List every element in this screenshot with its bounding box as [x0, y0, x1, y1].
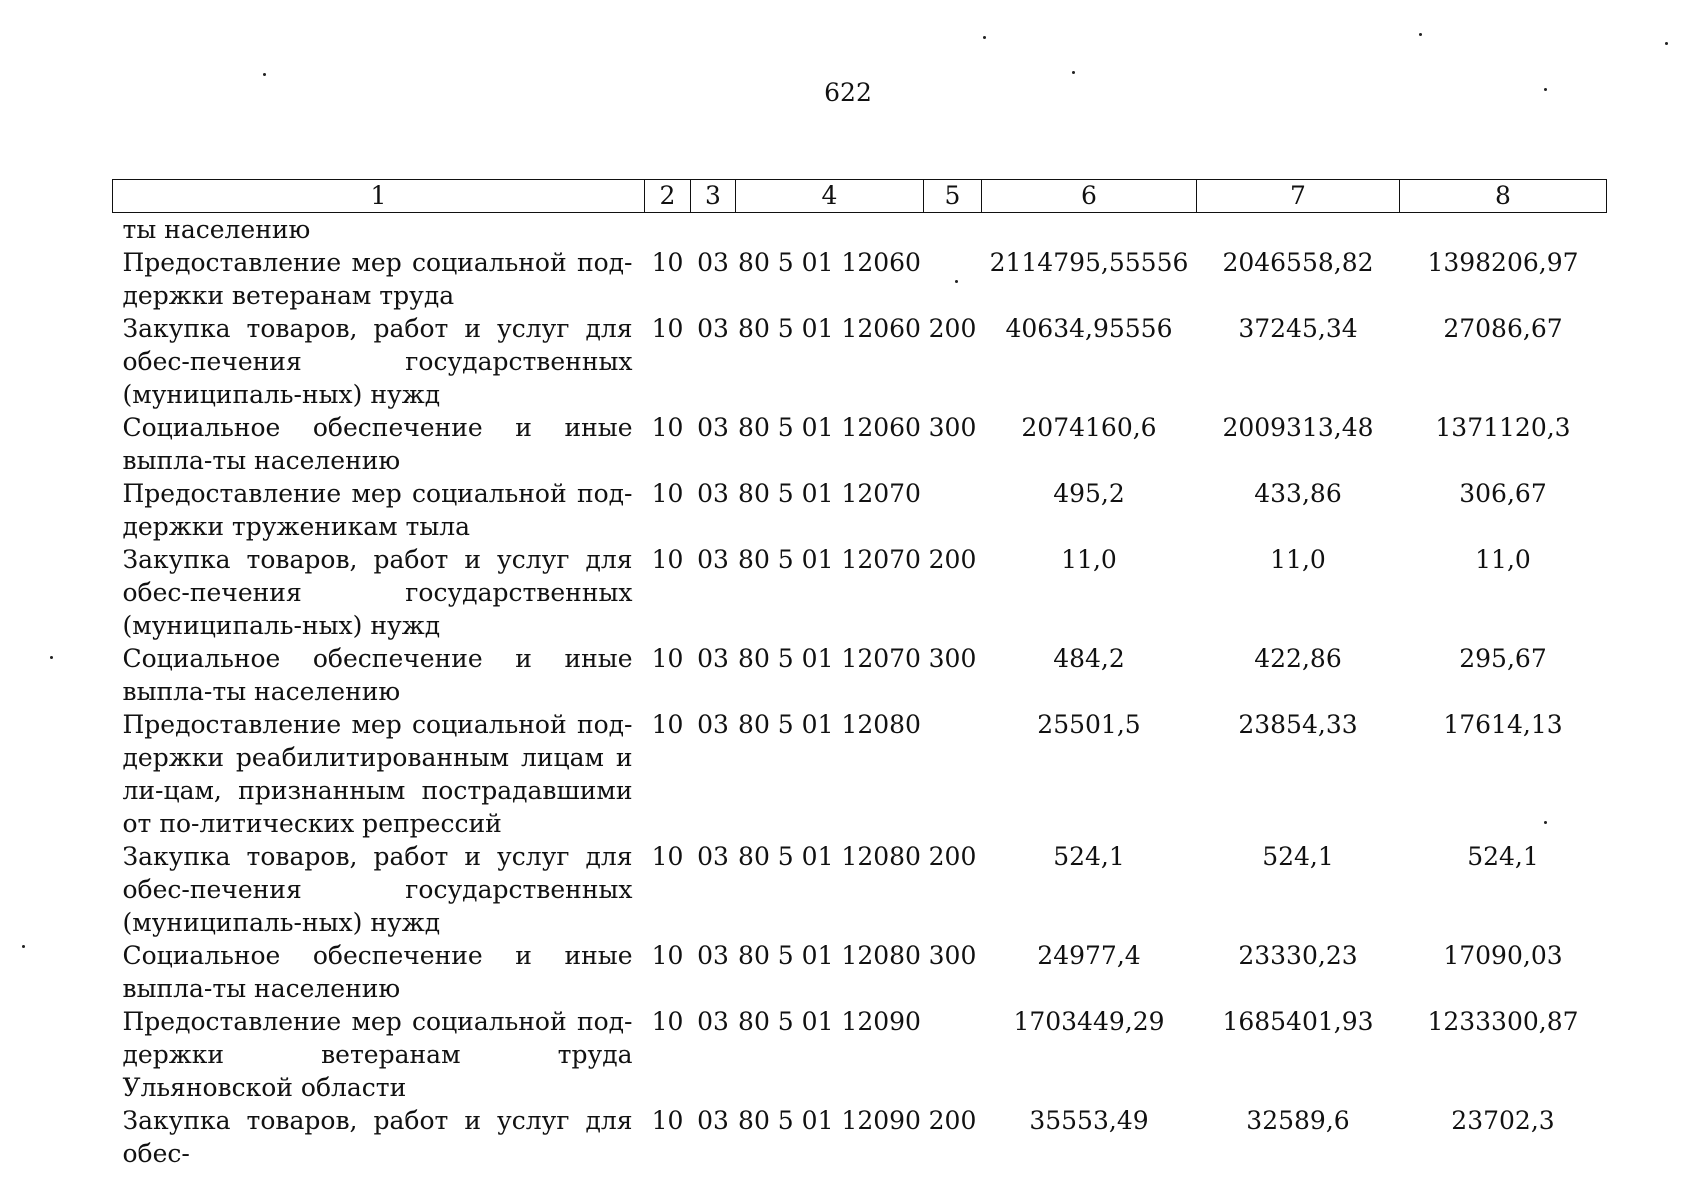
amount-col-7: 2046558,82 — [1222, 248, 1374, 277]
section-code: 10 — [651, 710, 684, 739]
row-name: Закупка товаров, работ и услуг для обес-печения государственных (муниципаль-ных) нужд — [122, 842, 633, 937]
target-code: 80 5 01 12060 — [738, 413, 921, 442]
section-code: 10 — [651, 545, 684, 574]
section-code: 10 — [651, 248, 684, 277]
table-row — [113, 1005, 1607, 1104]
row-name: Социальное обеспечение и иные выпла-ты населению — [122, 413, 633, 475]
row-name: Закупка товаров, работ и услуг для обес-печения государственных (муниципаль-ных) нужд — [122, 545, 633, 640]
subsection-code: 03 — [697, 941, 729, 970]
table-row — [113, 477, 1607, 543]
expense-type-code — [924, 246, 982, 312]
section-code: 10 — [651, 1007, 684, 1036]
section-code — [645, 213, 691, 247]
amount-col-6: 25501,5 — [1037, 710, 1141, 739]
amount-col-8: 17614,13 — [1443, 710, 1563, 739]
subsection-code: 03 — [697, 545, 729, 574]
scan-speck — [1665, 42, 1668, 45]
row-name: Социальное обеспечение и иные выпла-ты населению — [122, 644, 633, 706]
table-row — [113, 1104, 1607, 1170]
amount-col-8: 1233300,87 — [1427, 1007, 1579, 1036]
amount-col-8: 27086,67 — [1443, 314, 1563, 343]
amount-col-7: 1685401,93 — [1222, 1007, 1374, 1036]
amount-col-6: 1703449,29 — [1013, 1007, 1165, 1036]
amount-col-7: 11,0 — [1270, 545, 1326, 574]
table-header — [113, 180, 1607, 213]
subsection-code: 03 — [697, 248, 729, 277]
amount-col-6: 2114795,55556 — [989, 248, 1189, 277]
row-name: Закупка товаров, работ и услуг для обес- — [122, 1106, 633, 1168]
column-header-8: 8 — [1400, 180, 1607, 213]
column-header-3: 3 — [691, 180, 736, 213]
table-row — [113, 708, 1607, 840]
amount-col-8 — [1400, 213, 1607, 247]
column-header-5: 5 — [924, 180, 982, 213]
amount-col-7: 524,1 — [1262, 842, 1334, 871]
column-header-1: 1 — [113, 180, 645, 213]
row-name: Предоставление мер социальной под-держки реабилитированным лицам и ли-цам, признанным пострадавшими от по-литических репрессий — [122, 710, 633, 838]
expense-type-code: 200 — [928, 545, 977, 574]
amount-col-6 — [982, 213, 1197, 247]
amount-col-7: 2009313,48 — [1222, 413, 1374, 442]
table-row — [113, 543, 1607, 642]
scan-speck — [22, 945, 25, 948]
expense-type-code — [924, 1005, 982, 1104]
section-code: 10 — [651, 479, 684, 508]
amount-col-8: 17090,03 — [1443, 941, 1563, 970]
amount-col-6: 484,2 — [1053, 644, 1125, 673]
scan-speck — [50, 656, 53, 659]
subsection-code: 03 — [697, 413, 729, 442]
table-row — [113, 246, 1607, 312]
table-row — [113, 840, 1607, 939]
header-row — [113, 180, 1607, 213]
section-code: 10 — [651, 1106, 684, 1135]
target-code: 80 5 01 12070 — [738, 545, 921, 574]
expense-type-code: 200 — [928, 842, 977, 871]
amount-col-7: 23330,23 — [1238, 941, 1358, 970]
amount-col-6: 24977,4 — [1037, 941, 1141, 970]
amount-col-7: 433,86 — [1254, 479, 1342, 508]
amount-col-8: 1398206,97 — [1427, 248, 1579, 277]
target-code — [736, 213, 924, 247]
expense-type-code: 300 — [928, 644, 977, 673]
amount-col-6: 11,0 — [1061, 545, 1117, 574]
expense-type-code: 200 — [928, 1106, 977, 1135]
amount-col-8: 524,1 — [1467, 842, 1539, 871]
target-code: 80 5 01 12090 — [738, 1106, 921, 1135]
budget-table — [112, 179, 1607, 1170]
page-number: 622 — [824, 78, 872, 107]
target-code: 80 5 01 12060 — [738, 314, 921, 343]
scan-speck — [263, 73, 266, 76]
row-name: Предоставление мер социальной под-держки труженикам тыла — [122, 479, 633, 541]
subsection-code — [691, 213, 736, 247]
table-row — [113, 939, 1607, 1005]
table-row — [113, 213, 1607, 247]
expense-type-code — [924, 708, 982, 840]
row-name: ты населению — [122, 215, 311, 244]
amount-col-7: 23854,33 — [1238, 710, 1358, 739]
amount-col-8: 23702,3 — [1451, 1106, 1555, 1135]
section-code: 10 — [651, 314, 684, 343]
amount-col-6: 495,2 — [1053, 479, 1125, 508]
amount-col-6: 40634,95556 — [1005, 314, 1173, 343]
target-code: 80 5 01 12090 — [738, 1007, 921, 1036]
target-code: 80 5 01 12070 — [738, 479, 921, 508]
expense-type-code — [924, 477, 982, 543]
amount-col-6: 524,1 — [1053, 842, 1125, 871]
subsection-code: 03 — [697, 1106, 729, 1135]
section-code: 10 — [651, 842, 684, 871]
amount-col-6: 2074160,6 — [1021, 413, 1157, 442]
table-row — [113, 312, 1607, 411]
row-name: Предоставление мер социальной под-держки ветеранам труда — [122, 248, 633, 310]
subsection-code: 03 — [697, 710, 729, 739]
scan-speck — [983, 36, 986, 39]
subsection-code: 03 — [697, 314, 729, 343]
amount-col-8: 1371120,3 — [1435, 413, 1571, 442]
section-code: 10 — [651, 941, 684, 970]
expense-type-code: 200 — [928, 314, 977, 343]
row-name: Социальное обеспечение и иные выпла-ты населению — [122, 941, 633, 1003]
subsection-code: 03 — [697, 479, 729, 508]
scan-speck — [1544, 88, 1547, 91]
amount-col-7: 422,86 — [1254, 644, 1342, 673]
amount-col-7: 37245,34 — [1238, 314, 1358, 343]
amount-col-8: 295,67 — [1459, 644, 1547, 673]
amount-col-7 — [1197, 213, 1400, 247]
target-code: 80 5 01 12060 — [738, 248, 921, 277]
table-row — [113, 411, 1607, 477]
amount-col-7: 32589,6 — [1246, 1106, 1350, 1135]
amount-col-8: 306,67 — [1459, 479, 1547, 508]
target-code: 80 5 01 12080 — [738, 710, 921, 739]
column-header-4: 4 — [736, 180, 924, 213]
expense-type-code: 300 — [928, 413, 977, 442]
target-code: 80 5 01 12080 — [738, 842, 921, 871]
subsection-code: 03 — [697, 1007, 729, 1036]
subsection-code: 03 — [697, 644, 729, 673]
table-body — [113, 213, 1607, 1171]
column-header-2: 2 — [645, 180, 691, 213]
expense-type-code: 300 — [928, 941, 977, 970]
scan-speck — [1419, 33, 1422, 36]
section-code: 10 — [651, 413, 684, 442]
target-code: 80 5 01 12080 — [738, 941, 921, 970]
section-code: 10 — [651, 644, 684, 673]
amount-col-8: 11,0 — [1475, 545, 1531, 574]
column-header-7: 7 — [1197, 180, 1400, 213]
scan-speck — [1072, 71, 1075, 74]
target-code: 80 5 01 12070 — [738, 644, 921, 673]
expense-type-code — [924, 213, 982, 247]
table-row — [113, 642, 1607, 708]
column-header-6: 6 — [982, 180, 1197, 213]
subsection-code: 03 — [697, 842, 729, 871]
amount-col-6: 35553,49 — [1029, 1106, 1149, 1135]
row-name: Закупка товаров, работ и услуг для обес-печения государственных (муниципаль-ных) нужд — [122, 314, 633, 409]
row-name: Предоставление мер социальной под-держки ветеранам труда Ульяновской области — [122, 1007, 633, 1102]
